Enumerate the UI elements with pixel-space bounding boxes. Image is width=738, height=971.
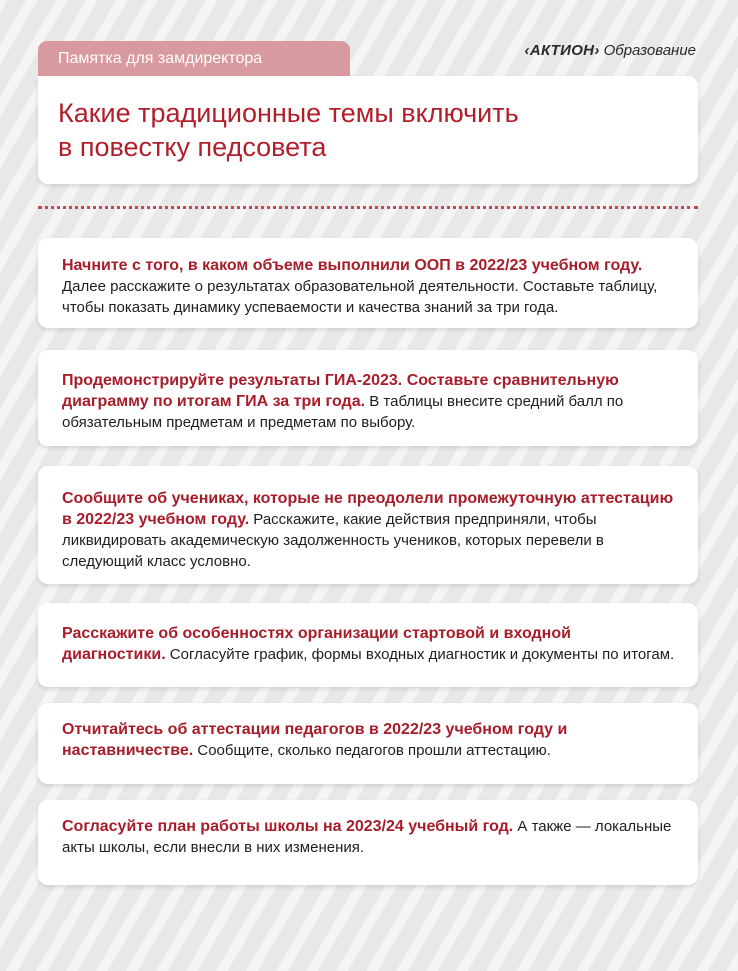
tip-text-1 xyxy=(62,255,676,318)
title-line-1: Какие традиционные темы включить xyxy=(58,98,519,128)
tip-body-2: В таблицы внесите средний балл по обязательным предметам и предметам по выбору. xyxy=(62,393,624,431)
tip-lead-6: Согласуйте план работы школы на 2023/24 учебный год. xyxy=(62,818,514,835)
header-tag: Памятка для замдиректора xyxy=(38,41,350,76)
logo-brand: ‹АКТИОН› xyxy=(524,42,600,59)
tip-lead-5: Отчитайтесь об аттестации педагогов в 2022/23 учебном году и наставничестве. xyxy=(62,721,568,759)
tip-card-5 xyxy=(38,703,698,784)
tip-card-6 xyxy=(38,800,698,885)
tip-card-2 xyxy=(38,350,698,446)
title-card xyxy=(38,76,698,184)
tip-text-4 xyxy=(62,623,676,665)
page-title xyxy=(58,96,678,164)
tip-body-5: Сообщите, сколько педагогов прошли аттестацию. xyxy=(193,742,551,759)
tip-card-4 xyxy=(38,603,698,687)
tip-body-6: А также — локальные акты школы, если внесли в них изменения. xyxy=(62,818,672,856)
tip-body-4: Согласуйте график, формы входных диагностик и документы по итогам. xyxy=(165,646,675,663)
tip-lead-1: Начните с того, в каком объеме выполнили ООП в 2022/23 учебном году. xyxy=(62,257,643,274)
tip-text-6 xyxy=(62,816,676,858)
tip-text-2 xyxy=(62,370,676,433)
logo-subtitle: Образование xyxy=(603,42,696,59)
aktion-logo xyxy=(525,42,696,66)
tip-lead-2: Продемонстрируйте результаты ГИА-2023. Составьте сравнительную диаграмму по итогам ГИА за три года. xyxy=(62,372,619,410)
dotted-divider xyxy=(38,206,698,209)
tip-card-1 xyxy=(38,238,698,328)
tip-body-1: Далее расскажите о результатах образовательной деятельности. Составьте таблицу, чтобы показать динамику успеваемости и качества знаний за три года. xyxy=(62,278,658,316)
tip-lead-4: Расскажите об особенностях организации стартовой и входной диагностики. xyxy=(62,625,571,663)
tip-card-3 xyxy=(38,466,698,584)
tip-text-3 xyxy=(62,488,676,572)
tip-body-3: Расскажите, какие действия предприняли, чтобы ликвидировать академическую задолженность учеников, которых перевели в следующий класс условно. xyxy=(62,511,604,570)
tip-text-5 xyxy=(62,719,676,761)
title-line-2: в повестку педсовета xyxy=(58,132,327,162)
tip-lead-3: Сообщите об учениках, которые не преодолели промежуточную аттестацию в 2022/23 учебном году. xyxy=(62,490,674,528)
